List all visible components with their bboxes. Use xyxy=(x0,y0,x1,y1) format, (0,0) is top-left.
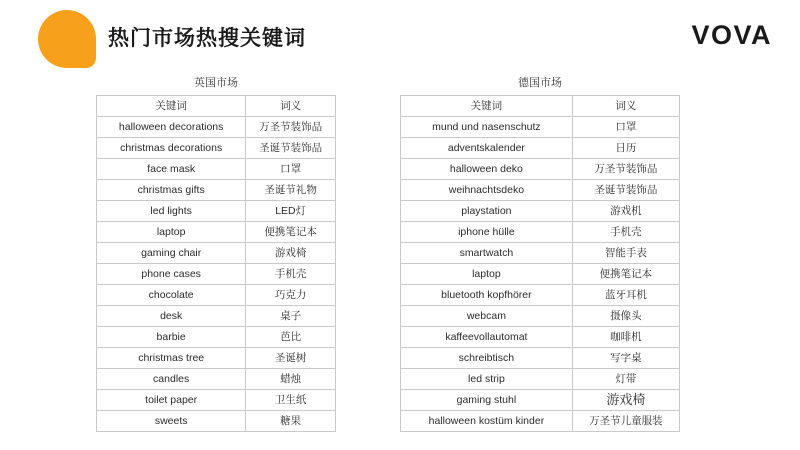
table-row xyxy=(97,306,336,327)
table-row xyxy=(401,180,680,201)
keyword-table-uk xyxy=(96,95,336,432)
table-row xyxy=(97,159,336,180)
cell-keyword: christmas decorations xyxy=(97,138,246,159)
cell-keyword: bluetooth kopfhörer xyxy=(401,285,573,306)
table-caption-uk: 英国市场 xyxy=(194,77,238,89)
cell-meaning: 日历 xyxy=(572,138,679,159)
cell-keyword: laptop xyxy=(97,222,246,243)
cell-meaning: 口罩 xyxy=(246,159,336,180)
cell-meaning: 万圣节装饰品 xyxy=(572,159,679,180)
table-row xyxy=(401,243,680,264)
table-row xyxy=(97,390,336,411)
table-caption-de: 德国市场 xyxy=(518,77,562,89)
table-row xyxy=(97,201,336,222)
table-row xyxy=(97,327,336,348)
table-row xyxy=(401,264,680,285)
table-row xyxy=(401,222,680,243)
cell-keyword: adventskalender xyxy=(401,138,573,159)
market-table-de xyxy=(400,74,680,432)
table-row xyxy=(401,159,680,180)
cell-meaning: 便携笔记本 xyxy=(572,264,679,285)
cell-keyword: webcam xyxy=(401,306,573,327)
table-row xyxy=(401,306,680,327)
cell-meaning: 智能手表 xyxy=(572,243,679,264)
table-row xyxy=(401,411,680,432)
cell-keyword: kaffeevollautomat xyxy=(401,327,573,348)
cell-keyword: sweets xyxy=(97,411,246,432)
keyword-table-de xyxy=(400,95,680,432)
cell-keyword: mund und nasenschutz xyxy=(401,117,573,138)
cell-meaning: 手机壳 xyxy=(572,222,679,243)
cell-keyword: smartwatch xyxy=(401,243,573,264)
cell-keyword: weihnachtsdeko xyxy=(401,180,573,201)
cell-keyword: gaming chair xyxy=(97,243,246,264)
page-title: 热门市场热搜关键词 xyxy=(108,27,306,50)
market-table-uk xyxy=(96,74,336,432)
table-row xyxy=(97,411,336,432)
cell-meaning: 圣诞节礼物 xyxy=(246,180,336,201)
table-row xyxy=(97,243,336,264)
cell-keyword: face mask xyxy=(97,159,246,180)
table-row xyxy=(97,264,336,285)
table-row xyxy=(97,348,336,369)
cell-keyword: schreibtisch xyxy=(401,348,573,369)
cell-meaning: 芭比 xyxy=(246,327,336,348)
cell-meaning: LED灯 xyxy=(246,201,336,222)
cell-keyword: christmas tree xyxy=(97,348,246,369)
table-row xyxy=(401,117,680,138)
cell-meaning: 摄像头 xyxy=(572,306,679,327)
table-row xyxy=(97,285,336,306)
table-row xyxy=(97,369,336,390)
cell-keyword: playstation xyxy=(401,201,573,222)
table-row xyxy=(401,369,680,390)
cell-keyword: chocolate xyxy=(97,285,246,306)
cell-keyword: iphone hülle xyxy=(401,222,573,243)
cell-meaning: 游戏椅 xyxy=(572,390,679,411)
cell-keyword: halloween kostüm kinder xyxy=(401,411,573,432)
cell-meaning: 圣诞节装饰品 xyxy=(246,138,336,159)
cell-meaning: 游戏椅 xyxy=(246,243,336,264)
column-header-meaning: 词义 xyxy=(246,96,336,117)
brand-logo: VOVA xyxy=(691,20,772,50)
table-row xyxy=(401,327,680,348)
cell-meaning: 游戏机 xyxy=(572,201,679,222)
cell-keyword: led strip xyxy=(401,369,573,390)
cell-meaning: 糖果 xyxy=(246,411,336,432)
cell-keyword: halloween deko xyxy=(401,159,573,180)
cell-keyword: candles xyxy=(97,369,246,390)
cell-meaning: 咖啡机 xyxy=(572,327,679,348)
cell-meaning: 圣诞节装饰品 xyxy=(572,180,679,201)
decorative-blob-icon xyxy=(38,10,96,68)
cell-keyword: toilet paper xyxy=(97,390,246,411)
cell-keyword: barbie xyxy=(97,327,246,348)
cell-meaning: 万圣节装饰品 xyxy=(246,117,336,138)
cell-keyword: phone cases xyxy=(97,264,246,285)
cell-keyword: led lights xyxy=(97,201,246,222)
column-header-keyword: 关键词 xyxy=(97,96,246,117)
cell-meaning: 蜡烛 xyxy=(246,369,336,390)
cell-meaning: 圣诞树 xyxy=(246,348,336,369)
cell-meaning: 蓝牙耳机 xyxy=(572,285,679,306)
table-header-row xyxy=(401,96,680,117)
table-row xyxy=(97,138,336,159)
table-row xyxy=(401,138,680,159)
table-row xyxy=(401,348,680,369)
cell-meaning: 桌子 xyxy=(246,306,336,327)
table-header-row xyxy=(97,96,336,117)
cell-keyword: halloween decorations xyxy=(97,117,246,138)
table-row xyxy=(97,222,336,243)
column-header-meaning: 词义 xyxy=(572,96,679,117)
cell-meaning: 卫生纸 xyxy=(246,390,336,411)
column-header-keyword: 关键词 xyxy=(401,96,573,117)
table-row xyxy=(401,285,680,306)
table-row xyxy=(97,117,336,138)
cell-meaning: 巧克力 xyxy=(246,285,336,306)
cell-meaning: 写字桌 xyxy=(572,348,679,369)
table-row xyxy=(401,390,680,411)
cell-meaning: 口罩 xyxy=(572,117,679,138)
cell-keyword: laptop xyxy=(401,264,573,285)
cell-keyword: desk xyxy=(97,306,246,327)
cell-keyword: gaming stuhl xyxy=(401,390,573,411)
cell-keyword: christmas gifts xyxy=(97,180,246,201)
table-row xyxy=(97,180,336,201)
cell-meaning: 便携笔记本 xyxy=(246,222,336,243)
cell-meaning: 万圣节儿童服装 xyxy=(572,411,679,432)
table-row xyxy=(401,201,680,222)
cell-meaning: 手机壳 xyxy=(246,264,336,285)
cell-meaning: 灯带 xyxy=(572,369,679,390)
